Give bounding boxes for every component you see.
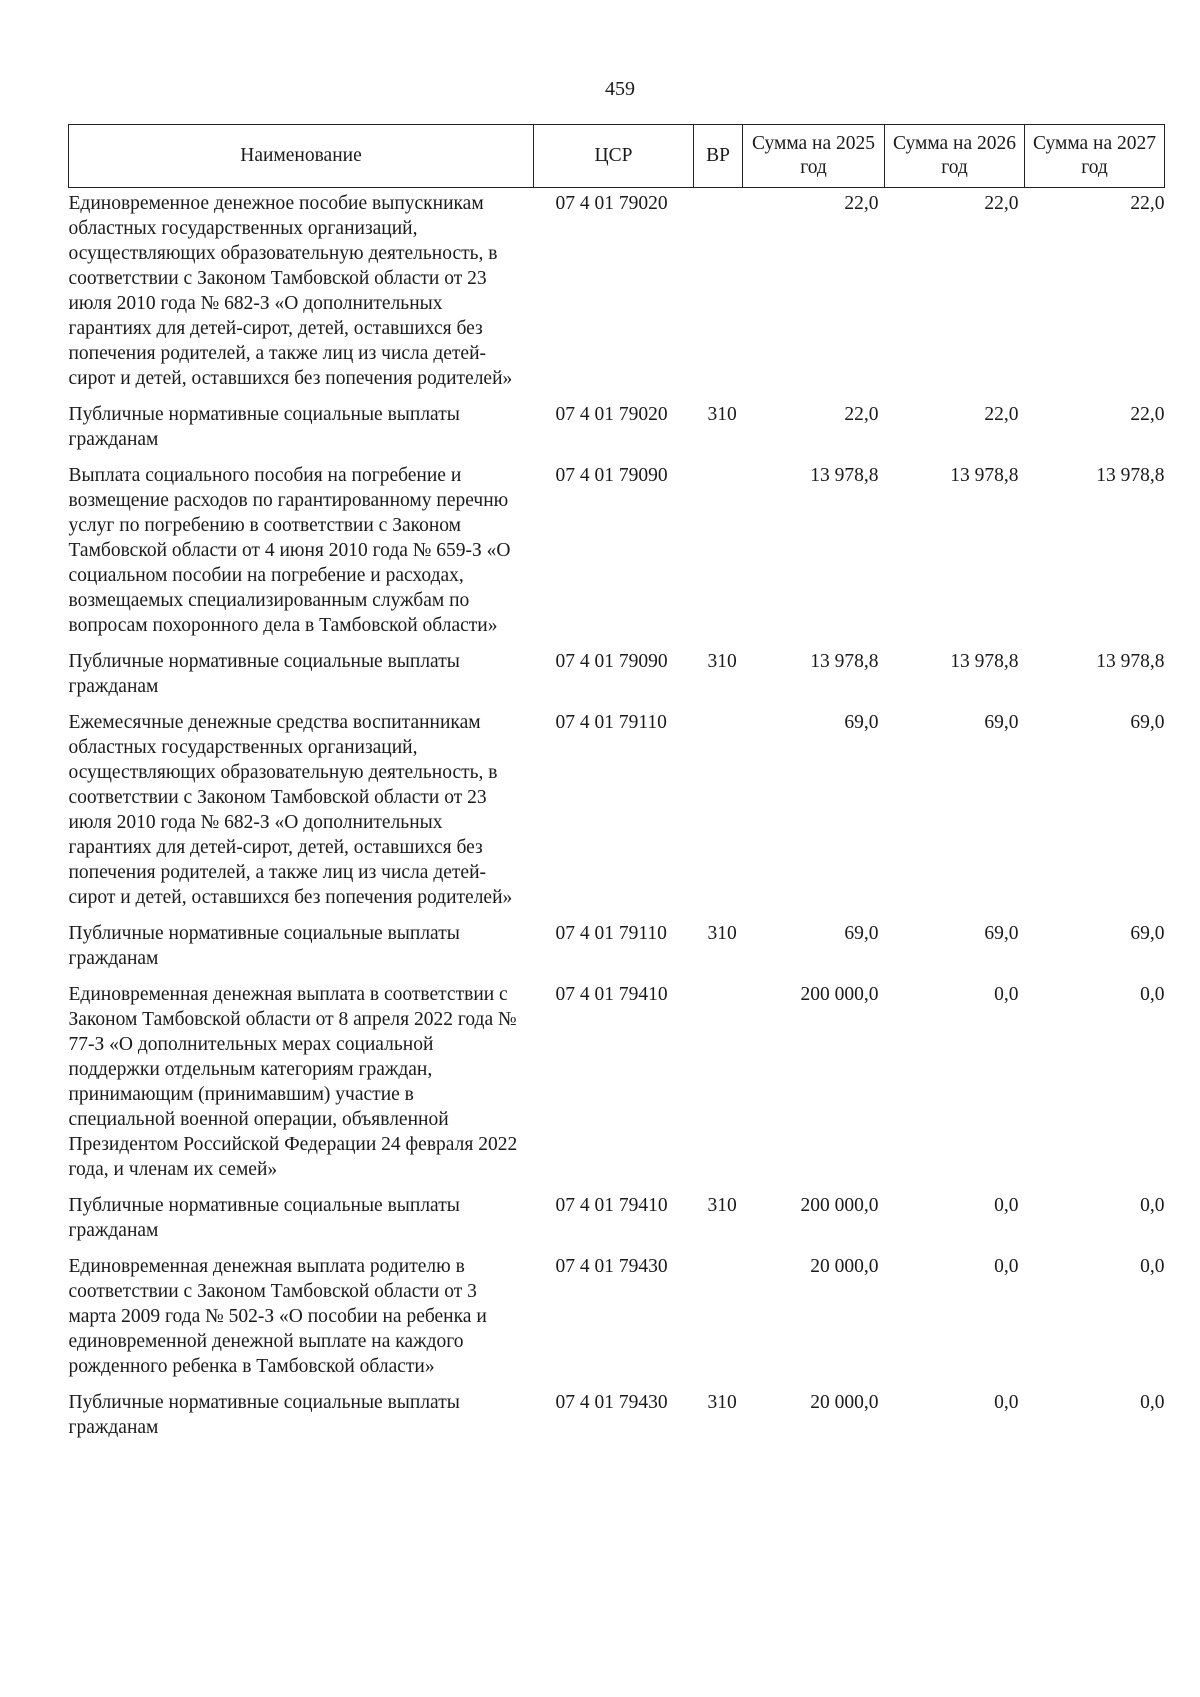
row-sum-2026: 0,0 — [994, 1256, 1019, 1277]
row-vr: 310 — [707, 1195, 737, 1216]
row-sum-2027: 0,0 — [1140, 1392, 1165, 1413]
row-name: Публичные нормативные социальные выплаты гражданам — [68, 1195, 460, 1241]
row-name: Публичные нормативные социальные выплаты гражданам — [68, 923, 460, 969]
row-csr: 07 4 01 79020 — [555, 404, 668, 425]
row-name: Единовременная денежная выплата родителю в соответствии с Законом Тамбовской области от 3 марта 2009 года № 502-З «О пособии на ребенка и единовременной денежной выплате на каждого рожденного ребенка в Тамбовской области» — [68, 1256, 487, 1377]
row-sum-2025: 69,0 — [844, 923, 879, 944]
row-name: Публичные нормативные социальные выплаты гражданам — [68, 404, 460, 450]
row-csr: 07 4 01 79090 — [555, 651, 668, 672]
header-sum-2026: Сумма на 2026 год — [885, 125, 1025, 188]
row-csr: 07 4 01 79430 — [555, 1392, 668, 1413]
table-row — [69, 979, 1165, 1190]
table-row — [69, 399, 1165, 460]
row-sum-2026: 22,0 — [984, 193, 1019, 214]
row-sum-2027: 13 978,8 — [1096, 465, 1165, 486]
row-csr: 07 4 01 79110 — [555, 923, 667, 944]
table-body — [69, 188, 1165, 1449]
row-sum-2027: 69,0 — [1130, 712, 1165, 733]
row-sum-2026: 0,0 — [994, 1392, 1019, 1413]
row-sum-2025: 13 978,8 — [810, 465, 879, 486]
table-row — [69, 1387, 1165, 1448]
row-sum-2027: 22,0 — [1130, 404, 1165, 425]
row-name: Публичные нормативные социальные выплаты гражданам — [68, 1392, 460, 1438]
row-sum-2026: 0,0 — [994, 984, 1019, 1005]
table-row — [69, 646, 1165, 707]
row-name: Единовременное денежное пособие выпускникам областных государственных организаций, осуществляющих образовательную деятельность, в соответствии с Законом Тамбовской области от 23 июля 2010 года № 682-З «О дополнительных гарантиях для детей-сирот, детей, оставшихся без попечения родителей, а также лиц из числа детей-сирот и детей, оставшихся без попечения родителей» — [68, 193, 513, 389]
row-sum-2025: 13 978,8 — [810, 651, 879, 672]
row-sum-2026: 69,0 — [984, 712, 1019, 733]
row-sum-2026: 69,0 — [984, 923, 1019, 944]
row-vr — [694, 979, 743, 1190]
row-vr — [694, 1251, 743, 1387]
page-number: 459 — [605, 78, 635, 100]
row-name: Выплата социального пособия на погребение и возмещение расходов по гарантированному перечню услуг по погребению в соответствии с Законом Тамбовской области от 4 июня 2010 года № 659-З «О социальном пособии на погребение и расходах, возмещаемых специализированным службам по вопросам похоронного дела в Тамбовской области» — [68, 465, 511, 636]
header-name: Наименование — [69, 125, 534, 188]
budget-table — [68, 124, 1165, 1448]
row-sum-2026: 13 978,8 — [950, 465, 1019, 486]
row-csr: 07 4 01 79410 — [555, 984, 668, 1005]
row-sum-2026: 13 978,8 — [950, 651, 1019, 672]
row-sum-2027: 0,0 — [1140, 984, 1165, 1005]
table-row — [69, 918, 1165, 979]
header-sum-2027: Сумма на 2027 год — [1025, 125, 1165, 188]
row-sum-2025: 20 000,0 — [810, 1392, 879, 1413]
row-sum-2025: 200 000,0 — [800, 1195, 879, 1216]
row-sum-2025: 22,0 — [844, 404, 879, 425]
header-sum-2025: Сумма на 2025 год — [743, 125, 885, 188]
row-sum-2025: 20 000,0 — [810, 1256, 879, 1277]
row-sum-2026: 0,0 — [994, 1195, 1019, 1216]
row-name: Публичные нормативные социальные выплаты гражданам — [68, 651, 460, 697]
row-name: Единовременная денежная выплата в соответствии с Законом Тамбовской области от 8 апреля 2022 года № 77-З «О дополнительных мерах социальной поддержки отдельным категориям граждан, принимающим (принимавшим) участие в специальной военной операции, объявленной Президентом Российской Федерации 24 февраля 2022 года, и членам их семей» — [68, 984, 518, 1180]
row-sum-2027: 13 978,8 — [1096, 651, 1165, 672]
row-csr: 07 4 01 79430 — [555, 1256, 668, 1277]
row-vr: 310 — [707, 923, 737, 944]
table-row — [69, 188, 1165, 400]
row-csr: 07 4 01 79110 — [555, 712, 667, 733]
row-vr — [694, 707, 743, 918]
table-header — [69, 125, 1165, 188]
row-csr: 07 4 01 79410 — [555, 1195, 668, 1216]
row-vr — [694, 460, 743, 646]
row-sum-2027: 0,0 — [1140, 1256, 1165, 1277]
row-sum-2025: 200 000,0 — [800, 984, 879, 1005]
row-sum-2027: 0,0 — [1140, 1195, 1165, 1216]
row-csr: 07 4 01 79090 — [555, 465, 668, 486]
row-csr: 07 4 01 79020 — [555, 193, 668, 214]
table-row — [69, 460, 1165, 646]
row-vr: 310 — [707, 651, 737, 672]
row-sum-2026: 22,0 — [984, 404, 1019, 425]
row-vr: 310 — [707, 404, 737, 425]
row-sum-2027: 69,0 — [1130, 923, 1165, 944]
row-vr — [694, 188, 743, 400]
table-row — [69, 1190, 1165, 1251]
row-sum-2025: 69,0 — [844, 712, 879, 733]
table-row — [69, 707, 1165, 918]
header-vr: ВР — [694, 125, 743, 188]
row-vr: 310 — [707, 1392, 737, 1413]
header-csr: ЦСР — [534, 125, 694, 188]
table-row — [69, 1251, 1165, 1387]
row-sum-2025: 22,0 — [844, 193, 879, 214]
row-sum-2027: 22,0 — [1130, 193, 1165, 214]
row-name: Ежемесячные денежные средства воспитанникам областных государственных организаций, осуществляющих образовательную деятельность, в соответствии с Законом Тамбовской области от 23 июля 2010 года № 682-З «О дополнительных гарантиях для детей-сирот, детей, оставшихся без попечения родителей, а также лиц из числа детей-сирот и детей, оставшихся без попечения родителей» — [68, 712, 513, 908]
header-row — [69, 125, 1165, 188]
